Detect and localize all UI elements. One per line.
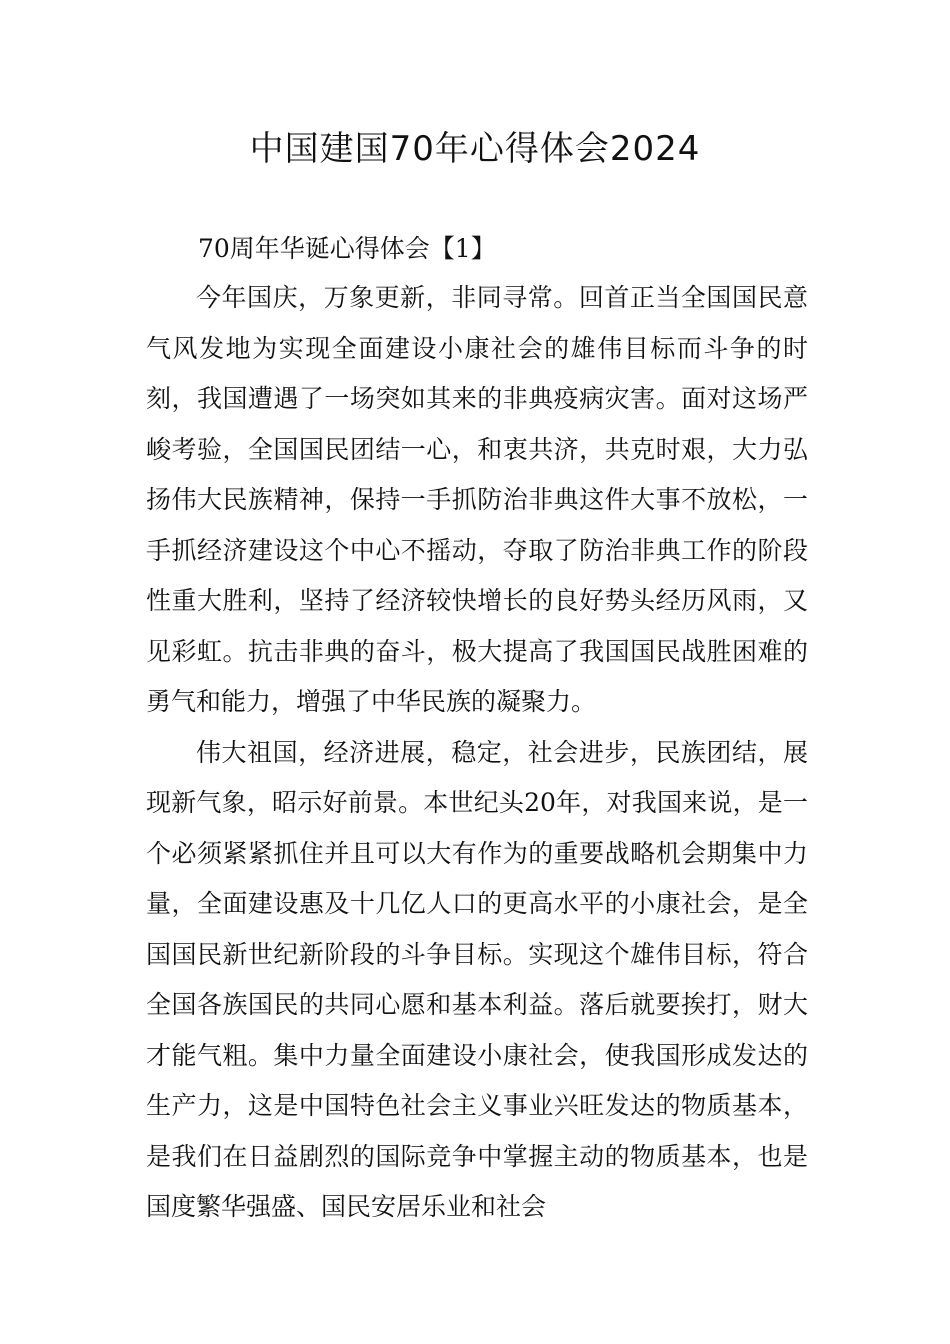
paragraph: 伟大祖国，经济进展，稳定，社会进步，民族团结，展现新气象，昭示好前景。本世纪头20年，对我国来说，是一个必须紧紧抓住并且可以大有作为的重要战略机会期集中力量，全面建设惠及十几亿人口的更高水平的小康社会，是全国国民新世纪新阶段的斗争目标。实现这个雄伟目标，符合全国各族国民的共同心愿和基本利益。落后就要挨打，财大才能气粗。集中力量全面建设小康社会，使我国形成发达的生产力，这是中国特色社会主义事业兴旺发达的物质基本，是我们在日益剧烈的国际竞争中掌握主动的物质基本，也是国度繁华强盛、国民安居乐业和社会 — [146, 737, 808, 1221]
section-subtitle: 70周年华诞心得体会【1】 — [198, 234, 496, 263]
paragraph: 今年国庆，万象更新，非同寻常。回首正当全国国民意气风发地为实现全面建设小康社会的雄伟目标而斗争的时刻，我国遭遇了一场突如其来的非典疫病灾害。面对这场严峻考验，全国国民团结一心，和衷共济，共克时艰，大力弘扬伟大民族精神，保持一手抓防治非典这件大事不放松，一手抓经济建设这个中心不摇动，夺取了防治非典工作的阶段性重大胜利，坚持了经济较快增长的良好势头经历风雨，又见彩虹。抗击非典的奋斗，极大提高了我国国民战胜困难的勇气和能力，增强了中华民族的凝聚力。 — [146, 283, 808, 716]
document-body — [146, 225, 808, 1233]
document-title: 中国建国70年心得体会2024 — [249, 129, 701, 169]
